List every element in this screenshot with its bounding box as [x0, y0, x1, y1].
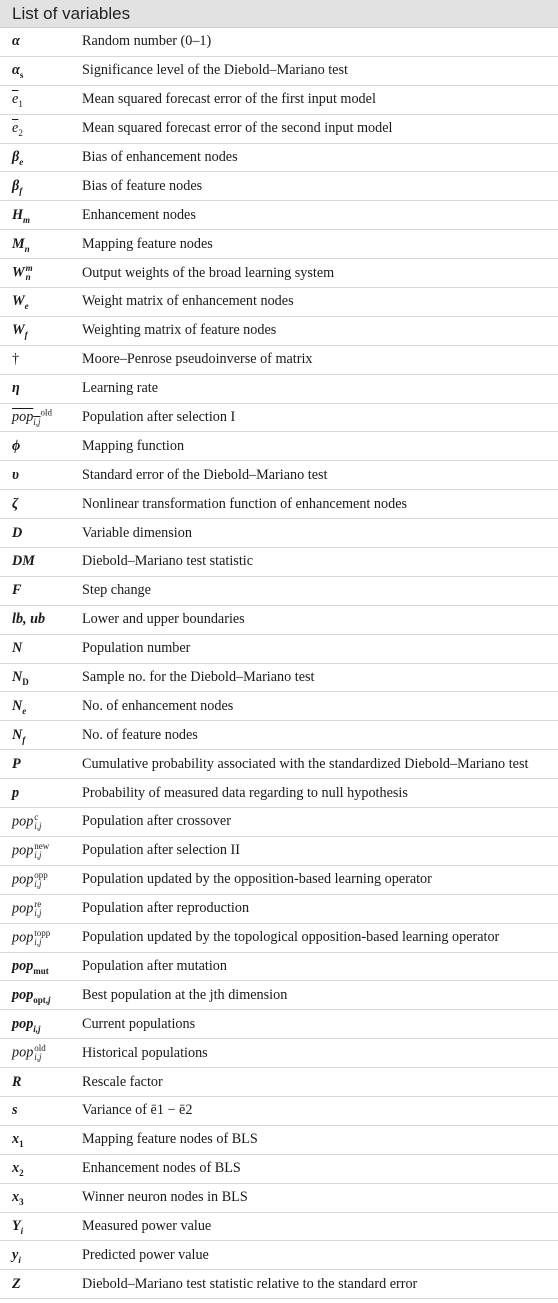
table-row — [0, 259, 558, 288]
symbol-cell: pop opp i,j — [12, 869, 48, 889]
symbol-cell: $W_e$ — [12, 293, 29, 312]
symbol-cell: $\overline{e}_1$ — [12, 91, 23, 110]
table-row — [0, 28, 558, 57]
symbol-cell: † — [12, 351, 20, 368]
description-cell: Population after reproduction — [82, 900, 250, 917]
table-row — [0, 924, 558, 953]
symbol-cell: $\alpha_s$ — [12, 62, 24, 81]
symbol-cell: lb, ub — [12, 611, 46, 628]
table-row — [0, 288, 558, 317]
description-cell: Population after crossover — [82, 813, 231, 830]
table-row — [0, 144, 558, 173]
description-cell: Nonlinear transformation function of enhancement nodes — [82, 495, 408, 512]
symbol-cell: pop$_{opt,j}$ — [12, 986, 51, 1005]
table-row — [0, 1039, 558, 1068]
table-row — [0, 1270, 558, 1299]
description-cell: Current populations — [82, 1015, 196, 1032]
symbol-cell: ζ — [12, 495, 19, 512]
table-row — [0, 721, 558, 750]
description-cell: Weighting matrix of feature nodes — [82, 322, 277, 339]
table-row — [0, 1241, 558, 1270]
description-cell: Population number — [82, 640, 191, 657]
table-row — [0, 953, 558, 982]
description-cell: Variance of ē1 − ē2 — [82, 1102, 193, 1119]
symbol-cell: α — [12, 33, 20, 50]
symbol-cell: s — [12, 1102, 18, 1119]
symbol-cell: pop c i,j — [12, 811, 42, 831]
symbol-cell: $y_i$ — [12, 1246, 21, 1265]
table-row — [0, 519, 558, 548]
description-cell: Cumulative probability associated with the standardized Diebold–Mariano test — [82, 755, 529, 772]
table-row — [0, 1068, 558, 1097]
symbol-cell: DM — [12, 553, 35, 570]
table-row — [0, 692, 558, 721]
description-cell: Moore–Penrose pseudoinverse of matrix — [82, 351, 313, 368]
description-cell: Population updated by the opposition-based learning operator — [82, 871, 432, 888]
symbol-cell: pop$_{mut}$ — [12, 957, 49, 976]
symbol-cell: pop re i,j — [12, 898, 42, 918]
symbol-cell: ϕ — [12, 437, 21, 454]
symbol-cell: η — [12, 380, 20, 397]
description-cell: Diebold–Mariano test statistic — [82, 553, 254, 570]
symbol-cell: υ — [12, 466, 19, 483]
description-cell: Rescale factor — [82, 1073, 163, 1090]
table-row — [0, 346, 558, 375]
description-cell: Learning rate — [82, 380, 159, 397]
description-cell: Significance level of the Diebold–Mariano test — [82, 62, 348, 79]
description-cell: Enhancement nodes of BLS — [82, 1160, 241, 1177]
table-row — [0, 1010, 558, 1039]
table-row — [0, 432, 558, 461]
symbol-cell: $x_3$ — [12, 1189, 24, 1207]
symbol-cell: $\overline{e}_2$ — [12, 120, 23, 138]
table-title: List of variables — [0, 0, 558, 28]
description-cell: Step change — [82, 582, 151, 599]
table-row — [0, 230, 558, 259]
description-cell: Mean squared forecast error of the second input model — [82, 120, 393, 137]
symbol-cell: $N_D$ — [12, 669, 29, 687]
symbol-cell: pop$_{i,j}^{old}$ — [12, 407, 53, 427]
description-cell: Mean squared forecast error of the first input model — [82, 91, 376, 108]
table-row — [0, 837, 558, 866]
description-cell: Variable dimension — [82, 524, 192, 541]
description-cell: Measured power value — [82, 1217, 212, 1234]
symbol-cell: $\beta_e$ — [12, 149, 24, 167]
symbol-cell: pop old i,j — [12, 1043, 46, 1063]
symbol-cell: P — [12, 755, 21, 772]
symbol-cell: F — [12, 582, 22, 599]
table-row — [0, 750, 558, 779]
table-row — [0, 404, 558, 433]
symbol-cell: W m n — [12, 263, 33, 283]
symbol-cell: $Y_i$ — [12, 1217, 24, 1236]
description-cell: Random number (0–1) — [82, 33, 212, 50]
symbol-cell: D — [12, 524, 23, 541]
description-cell: Bias of feature nodes — [82, 177, 203, 194]
description-cell: No. of feature nodes — [82, 726, 198, 743]
symbol-cell: $H_m$ — [12, 206, 31, 225]
table-row — [0, 490, 558, 519]
description-cell: Winner neuron nodes in BLS — [82, 1189, 248, 1206]
symbol-cell: N — [12, 640, 23, 657]
table-row — [0, 606, 558, 635]
description-cell: Population after mutation — [82, 957, 227, 974]
description-cell: Predicted power value — [82, 1246, 209, 1263]
table-row — [0, 1155, 558, 1184]
symbol-cell: $N_e$ — [12, 697, 27, 716]
description-cell: Probability of measured data regarding to null hypothesis — [82, 784, 408, 801]
table-row — [0, 172, 558, 201]
description-cell: Population after selection II — [82, 842, 240, 859]
description-cell: Population updated by the topological opposition-based learning operator — [82, 929, 500, 946]
description-cell: Mapping feature nodes — [82, 235, 213, 252]
symbol-cell: p — [12, 784, 20, 801]
description-cell: Mapping feature nodes of BLS — [82, 1131, 258, 1148]
table-row — [0, 461, 558, 490]
table-row — [0, 375, 558, 404]
description-cell: Lower and upper boundaries — [82, 611, 245, 628]
description-cell: Enhancement nodes — [82, 206, 196, 223]
symbol-cell: $M_n$ — [12, 235, 30, 254]
symbol-cell: pop topp i,j — [12, 927, 51, 947]
description-cell: Bias of enhancement nodes — [82, 149, 238, 165]
table-row — [0, 201, 558, 230]
symbol-cell: pop$_{i,j}$ — [12, 1015, 41, 1034]
symbol-cell: R — [12, 1073, 22, 1090]
table-row — [0, 1184, 558, 1213]
table-row — [0, 635, 558, 664]
description-cell: Sample no. for the Diebold–Mariano test — [82, 669, 315, 686]
table-row — [0, 895, 558, 924]
description-cell: No. of enhancement nodes — [82, 697, 234, 714]
table-row — [0, 808, 558, 837]
description-cell: Best population at the jth dimension — [82, 986, 288, 1003]
description-cell: Weight matrix of enhancement nodes — [82, 293, 294, 310]
description-cell: Historical populations — [82, 1044, 208, 1061]
table-row — [0, 1126, 558, 1155]
symbol-cell: $N_f$ — [12, 726, 26, 745]
table-row — [0, 1097, 558, 1126]
symbol-cell: $\beta_f$ — [12, 177, 23, 196]
symbol-cell: $x_2$ — [12, 1160, 24, 1178]
description-cell: Standard error of the Diebold–Mariano test — [82, 466, 328, 483]
description-cell: Mapping function — [82, 437, 185, 454]
table-row — [0, 664, 558, 693]
description-cell: Diebold–Mariano test statistic relative to the standard error — [82, 1275, 418, 1292]
table-row — [0, 86, 558, 115]
table-row — [0, 317, 558, 346]
table-row — [0, 57, 558, 86]
table-row — [0, 115, 558, 144]
symbol-cell: pop new i,j — [12, 840, 50, 860]
table-row — [0, 981, 558, 1010]
table-row — [0, 866, 558, 895]
table-row — [0, 1213, 558, 1242]
symbol-cell: $x_1$ — [12, 1131, 24, 1150]
table-row — [0, 779, 558, 808]
symbol-cell: Z — [12, 1275, 21, 1292]
symbol-cell: $W_f$ — [12, 322, 28, 341]
description-cell: Output weights of the broad learning system — [82, 264, 335, 281]
table-row — [0, 577, 558, 606]
description-cell: Population after selection I — [82, 409, 236, 426]
table-row — [0, 548, 558, 577]
